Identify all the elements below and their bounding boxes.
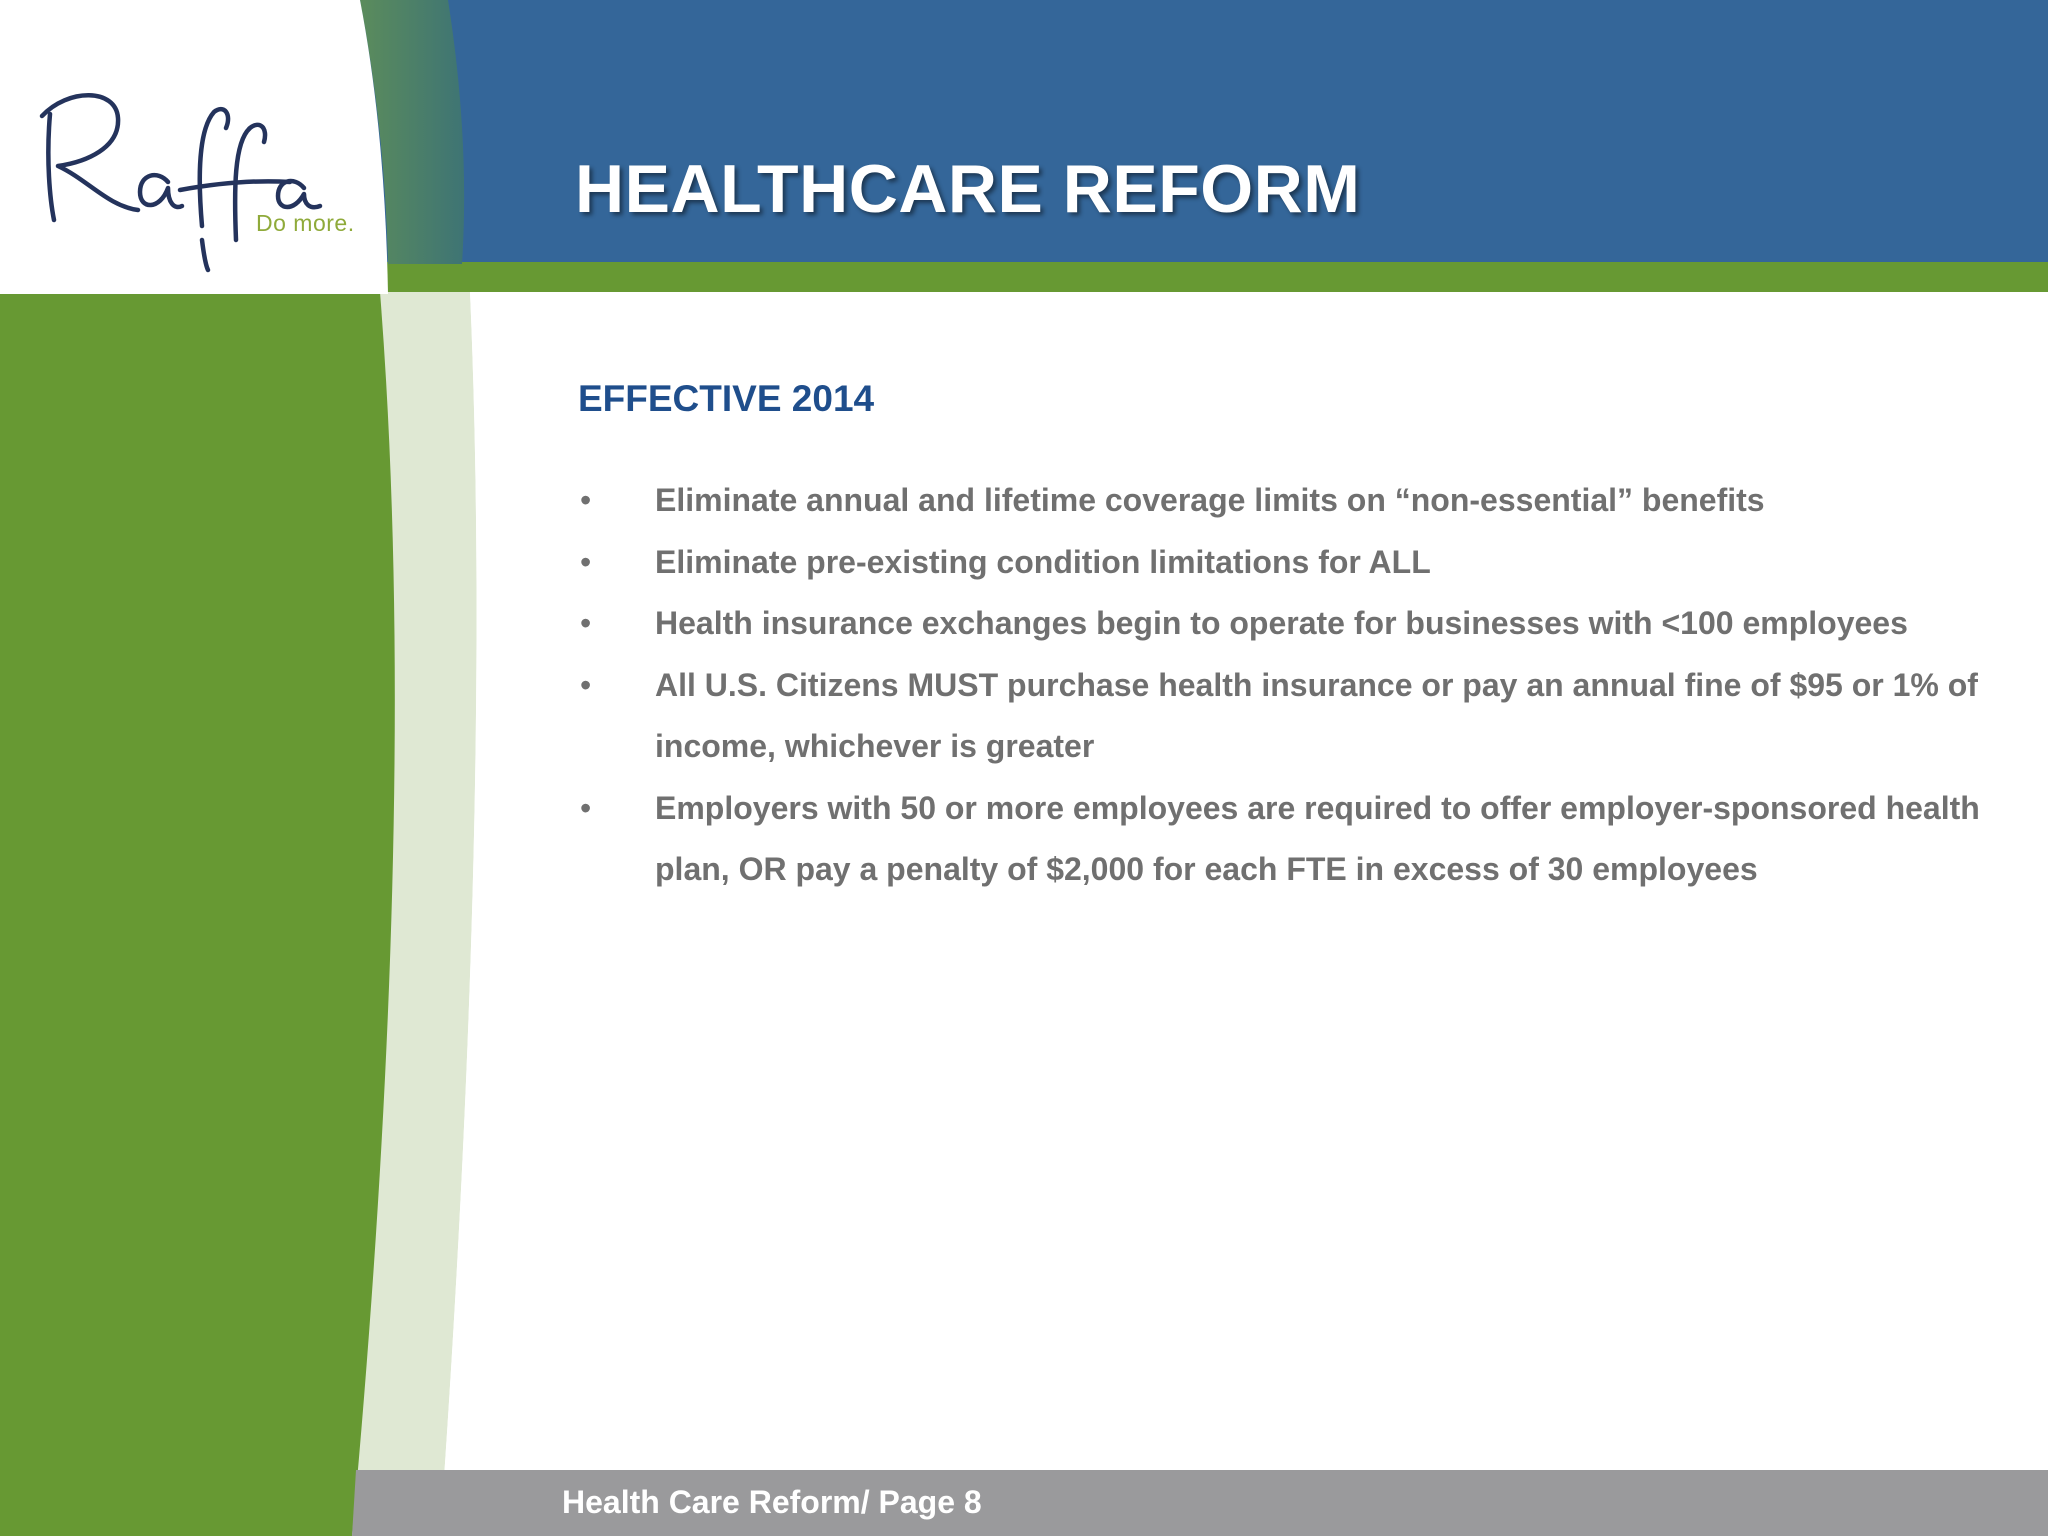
bullet-text: Health insurance exchanges begin to operate for businesses with <100 employees — [655, 605, 1908, 641]
bullet-dot-icon: • — [580, 666, 592, 703]
bullet-text: Eliminate annual and lifetime coverage limits on “non-essential” benefits — [655, 482, 1765, 518]
bullet-item-1 — [578, 470, 1998, 532]
footer-page-label: Health Care Reform/ Page 8 — [562, 1484, 982, 1520]
bullet-dot-icon: • — [580, 543, 592, 580]
bullet-dot-icon: • — [580, 789, 592, 826]
bullet-text: Employers with 50 or more employees are required to offer employer-sponsored health plan, OR pay a penalty of $2,000 for each FTE in excess of 30 employees — [655, 789, 1980, 887]
section-subtitle: EFFECTIVE 2014 — [578, 378, 875, 419]
bullet-list — [578, 470, 1998, 901]
bullet-item-3 — [578, 593, 1998, 655]
bullet-text: All U.S. Citizens MUST purchase health insurance or pay an annual fine of $95 or 1% of income, whichever is greater — [655, 666, 1978, 764]
slide-title: HEALTHCARE REFORM — [575, 151, 1361, 227]
bullet-text: Eliminate pre-existing condition limitations for ALL — [655, 543, 1431, 580]
raffa-logo — [28, 70, 368, 280]
logo-tagline: Do more. — [256, 210, 355, 236]
bullet-item-4 — [578, 655, 1998, 778]
bullet-item-5 — [578, 778, 1998, 901]
sidebar-green — [0, 262, 420, 1536]
bullet-dot-icon: • — [580, 482, 592, 518]
bullet-dot-icon: • — [580, 605, 592, 641]
bullet-item-2 — [578, 532, 1998, 594]
